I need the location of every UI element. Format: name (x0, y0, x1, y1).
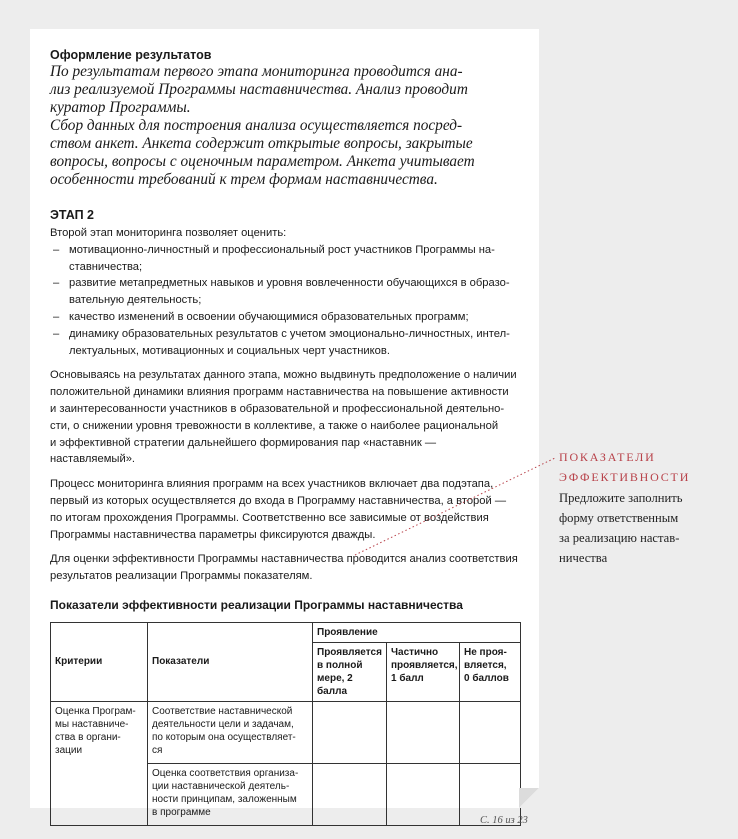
paragraph-line: и эффективной стратегии дальнейшего формирования пар «наставник — наставляемый». (50, 436, 437, 466)
sidebar-text-line: форму ответственным (559, 511, 679, 525)
paragraph-line: и заинтересованности участников в образовательной и профессиональной деятельно- (50, 402, 505, 415)
score-cell (313, 763, 387, 825)
paragraph-line: положительной динамики влияния программ наставничества на повышение активности (50, 386, 509, 399)
paragraph-line: Программы наставничества параметры фиксируются дважды. (50, 528, 376, 541)
paragraph-process (50, 476, 520, 543)
indicator-cell: Соответствие наставнической деятельности цели и задачам, по которым она осуществляет- ся (148, 701, 313, 763)
paragraph-line: по итогам прохождения Программы. Соответственно все зависимые от воздействия (50, 511, 489, 524)
sidebar-text-line: Предложите заполнить (559, 491, 683, 505)
document-page (30, 29, 539, 826)
criterion-cell: Оценка Програм- мы наставниче- ства в органи- зации (51, 701, 148, 825)
stage-title: ЭТАП 2 (50, 208, 95, 222)
bullet-line: развитие метапредметных навыков и уровня вовлеченности обучающихся в образо- (69, 277, 510, 290)
header-criteria: Критерии (51, 622, 148, 701)
paragraph-results (50, 367, 520, 468)
sidebar-caption (559, 447, 729, 487)
page-number: С. 16 из 23 (480, 815, 528, 826)
paragraph-line: Основываясь на результатах данного этапа, можно выдвинуть предположение о наличии (50, 369, 517, 382)
italic-line: По результатам первого этапа мониторинга проводится ана- (50, 63, 463, 80)
paragraph-evaluation (50, 551, 520, 585)
paragraph-line: результатов реализации Программы показателям. (50, 570, 313, 583)
paragraph-line: первый из которых осуществляется до входа в Программу наставничества, а второй — (50, 494, 507, 507)
page-corner-fold (519, 788, 539, 808)
bullet-line: ставничества; (69, 260, 143, 273)
header-manifestation: Проявление (313, 622, 521, 642)
bullet-line: качество изменений в освоении обучающимися образовательных программ; (69, 310, 469, 323)
score-cell (387, 701, 460, 763)
score-cell (460, 701, 521, 763)
italic-line: особенности требований к трем формам наставничества. (50, 171, 438, 188)
italic-line: куратор Программы. (50, 99, 191, 116)
italic-line: ством анкет. Анкета содержит открытые вопросы, закрытые (50, 135, 473, 152)
sidebar-note (559, 447, 729, 568)
bullet-line: мотивационно-личностный и профессиональный рост участников Программы на- (69, 243, 495, 256)
page-content (50, 48, 520, 826)
dash-marker: – (53, 243, 60, 256)
bullet-item (50, 242, 520, 276)
bullet-item (50, 326, 520, 360)
sidebar-caption-line: ЭФФЕКТИВНОСТИ (559, 470, 691, 484)
bullet-line: динамику образовательных результатов с учетом эмоционально-личностных, интел- (69, 327, 510, 340)
indicators-table (50, 622, 521, 826)
sidebar-text (559, 488, 729, 568)
paragraph-line: сти, о снижении уровня тревожности в коллективе, а также о наиболее рациональной (50, 419, 499, 432)
italic-line: лиз реализуемой Программы наставничества. Анализ проводит (50, 81, 468, 98)
italic-line: вопросы, вопросы с оценочным параметром. Анкета учитывает (50, 153, 475, 170)
paragraph-line: Для оценки эффективности Программы наставничества проводится анализ соответствия (50, 553, 518, 566)
italic-line: Сбор данных для построения анализа осуществляется посред- (50, 117, 463, 134)
header-level-partial: Частично проявляется, 1 балл (387, 642, 460, 701)
bullet-item (50, 309, 520, 326)
score-cell (387, 763, 460, 825)
paragraph-line: Процесс мониторинга влияния программ на всех участников включает два подэтапа, (50, 478, 494, 491)
sidebar-text-line: за реализацию настав- (559, 531, 680, 545)
indicator-cell: Оценка соответствия организа- ции наставнической деятель- ности принципам, заложенным в программе (148, 763, 313, 825)
sidebar-text-line: ничества (559, 551, 608, 565)
stage-bullet-list (50, 242, 520, 360)
italic-summary (50, 63, 520, 189)
sidebar-caption-line: ПОКАЗАТЕЛИ (559, 450, 656, 464)
dash-marker: – (53, 327, 60, 340)
score-cell (313, 701, 387, 763)
header-level-full: Проявляется в полной мере, 2 балла (313, 642, 387, 701)
header-indicators: Показатели (148, 622, 313, 701)
dash-marker: – (53, 277, 60, 290)
section-title: Оформление результатов (50, 48, 212, 62)
bullet-item (50, 275, 520, 309)
table-row (51, 701, 521, 763)
bullet-line: лектуальных, мотивационных и социальных черт участников. (69, 344, 390, 357)
header-level-none: Не проя- вляется, 0 баллов (460, 642, 521, 701)
table-title: Показатели эффективности реализации Программы наставничества (50, 597, 463, 612)
dash-marker: – (53, 310, 60, 323)
stage-intro: Второй этап мониторинга позволяет оценить: (50, 227, 287, 239)
bullet-line: вательную деятельность; (69, 294, 202, 307)
table-header-row (51, 622, 521, 642)
